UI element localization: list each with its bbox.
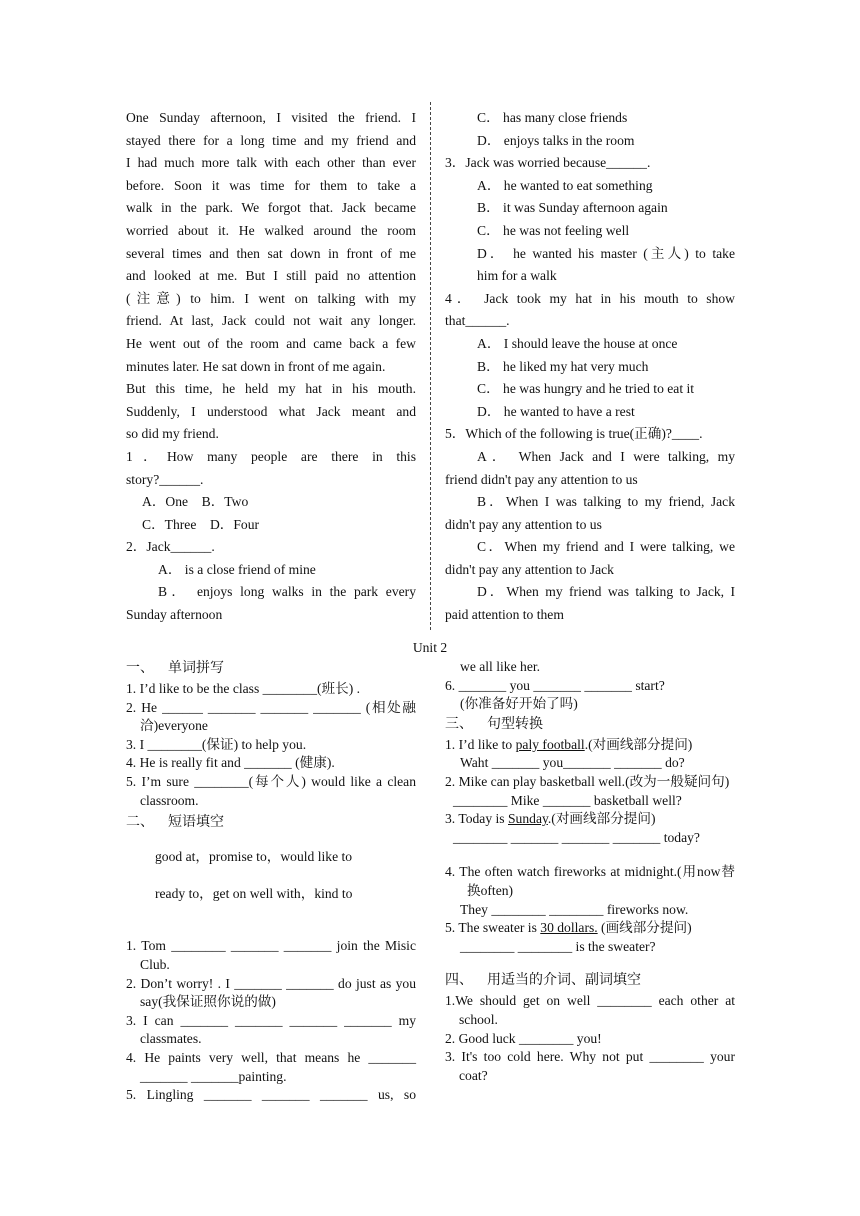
item-text: .(对画线部分提问): [584, 736, 693, 752]
passage-line: so did my friend.: [126, 426, 219, 442]
sec1-item: 1. I’d like to be the class ________(班长) .: [126, 681, 361, 696]
passage-line: (注意) to him. I went on talking with my: [126, 290, 416, 306]
sec2-item: 3. I can _______ _______ _______ _______ my classmates.: [126, 1012, 416, 1047]
passage-line: Suddenly, I understood what Jack meant and: [126, 403, 416, 419]
option-d-cont: him for a walk: [477, 268, 557, 284]
option-b-cont: didn't pay any attention to us: [445, 516, 602, 532]
sec3-item-4: 4. The often watch fireworks at midnight.(用now替换often): [445, 864, 735, 898]
option-d: D． enjoys talks in the room: [477, 132, 635, 148]
option-a: A． When Jack and I were talking, my: [477, 448, 735, 464]
option-a-cont: friend didn't pay any attention to us: [445, 471, 638, 487]
passage-line: stayed there for a long time and my friend and: [126, 132, 416, 148]
question-1: [126, 446, 416, 536]
passage-line: before. Soon it was time for them to take a: [126, 177, 416, 193]
question-2: [126, 536, 416, 626]
answer-line: ________ ________ is the sweater?: [460, 938, 656, 954]
option-b-cont: Sunday afternoon: [126, 607, 223, 623]
question-stem-cont: that______.: [445, 313, 510, 329]
section-number: 二、: [126, 815, 154, 831]
option-a: A． I should leave the house at once: [477, 335, 678, 351]
passage-line: and looked at me. But I still paid no attention: [126, 268, 416, 284]
passage-line: several times and then sat down in front of me: [126, 245, 416, 261]
question-stem: 1．How many people are there in this: [126, 448, 416, 464]
item-text: (画线部分提问): [597, 920, 692, 936]
option-c: C． has many close friends: [477, 110, 628, 125]
item-text: .(对画线部分提问): [547, 811, 656, 827]
question-stem: 2．Jack______.: [126, 539, 215, 555]
underlined-text: paly football: [515, 736, 585, 752]
section-title: 句型转换: [487, 716, 543, 732]
option-c: C． he was hungry and he tried to eat it: [477, 381, 695, 397]
passage-line: friend. At last, Jack could not wait any longer.: [126, 313, 416, 329]
option-c-cont: didn't pay any attention to Jack: [445, 561, 614, 577]
sec2-item-6-hint: (你准备好开始了吗): [460, 696, 578, 712]
word-box: [126, 848, 416, 903]
option-d: D．When my friend was talking to Jack, I: [477, 584, 735, 600]
section-number: 一、: [126, 661, 154, 676]
option-c: C．When my friend and I were talking, we: [477, 539, 735, 555]
questions-column: [445, 107, 735, 627]
sec1-item: 4. He is really fit and _______ (健康).: [126, 755, 335, 771]
sec2-item-cont: we all like her.: [460, 659, 541, 674]
passage-line: But this time, he held my hat in his mouth.: [126, 381, 416, 397]
option-b: B．When I was talking to my friend, Jack: [477, 494, 735, 510]
sec2-item: 5. Lingling _______ _______ _______ us, so: [126, 1087, 416, 1103]
item-text: 1. I’d like to: [445, 736, 516, 752]
unit2-right-column: [445, 658, 735, 1085]
sec2-item: 2. Don’t worry! . I _______ _______ do just as you say(我保证照你说的做): [126, 975, 416, 1010]
section-number: 四、: [445, 973, 473, 989]
passage-line: He went out of the room and came back a few: [126, 335, 416, 351]
reading-passage: [126, 107, 416, 446]
sec4-item: 2. Good luck ________ you!: [445, 1030, 602, 1046]
section-2-heading: [126, 812, 416, 834]
sec1-item: 5. I’m sure ________(每个人) would like a clean classroom.: [126, 773, 416, 808]
sec1-item: 3. I ________(保证) to help you.: [126, 736, 307, 752]
question-stem: 5．Which of the following is true(正确)?____.: [445, 426, 703, 442]
passage-line: worried about it. He walked around the room: [126, 222, 416, 238]
passage-column: [126, 107, 416, 627]
sec4-item: 1.We should get on well ________ each other at school.: [445, 993, 735, 1027]
option-b: B． it was Sunday afternoon again: [477, 200, 668, 216]
answer-line: ________ Mike _______ basketball well?: [453, 792, 682, 808]
passage-line: walk in the park. We forgot that. Jack became: [126, 200, 416, 216]
passage-line: I had much more talk with each other than ever: [126, 155, 416, 171]
sec3-item-5: [445, 919, 735, 938]
option-a: A． is a close friend of mine: [158, 561, 316, 577]
question-stem: 4． Jack took my hat in his mouth to show: [445, 290, 735, 306]
passage-line: minutes later. He sat down in front of me again.: [126, 358, 386, 374]
section-number: 三、: [445, 716, 473, 732]
section-title: 单词拼写: [168, 661, 224, 676]
option-line: A．One B．Two: [142, 494, 249, 510]
section-1-heading: [126, 658, 416, 680]
option-b: B． he liked my hat very much: [477, 358, 649, 374]
sec3-item-3: [445, 810, 735, 829]
sec2-item: 4. He paints very well, that means he _______ _______ _______painting.: [126, 1049, 416, 1084]
answer-line: They ________ ________ fireworks now.: [460, 901, 689, 917]
word-box-line: ready to，get on well with，kind to: [155, 885, 353, 901]
answer-line: ________ _______ _______ _______ today?: [453, 829, 700, 845]
section-title: 用适当的介词、副词填空: [487, 973, 641, 989]
question-4: [445, 288, 735, 424]
section-title: 短语填空: [168, 815, 224, 831]
option-d-cont: paid attention to them: [445, 607, 564, 623]
underlined-text: 30 dollars.: [540, 920, 598, 936]
question-stem: story?______.: [126, 471, 204, 487]
question-stem: 3．Jack was worried because______.: [445, 155, 651, 171]
question-5: [445, 423, 735, 626]
sec2-items: [126, 937, 416, 1104]
answer-line: Waht _______ you_______ _______ do?: [460, 755, 685, 771]
sec2-item-6: 6. _______ you _______ _______ start?: [445, 677, 665, 693]
option-a: A． he wanted to eat something: [477, 177, 653, 193]
unit2-left-column: [126, 658, 416, 1105]
unit-title: Unit 2: [412, 640, 448, 655]
sec1-item: 2. He ______ _______ _______ _______ (相处融洽)everyone: [126, 699, 416, 734]
option-c: C． he was not feeling well: [477, 222, 630, 238]
section-4-heading: [445, 970, 735, 992]
item-text: 3. Today is: [445, 811, 508, 827]
column-divider: [430, 102, 431, 630]
option-d: D． he wanted to have a rest: [477, 403, 635, 419]
sec2-item: 1. Tom ________ _______ _______ join the Misic Club.: [126, 938, 416, 972]
word-box-line: good at，promise to，would like to: [155, 849, 353, 865]
passage-line: One Sunday afternoon, I visited the friend. I: [126, 110, 416, 125]
section-3-heading: [445, 714, 735, 736]
item-text: 5. The sweater is: [445, 920, 541, 936]
sec3-item-2: 2. Mike can play basketball well.(改为一般疑问句): [445, 773, 730, 789]
option-line: C．Three D．Four: [142, 516, 260, 532]
underlined-text: Sunday: [508, 811, 548, 827]
sec3-item-1: [445, 736, 735, 755]
option-d: D． he wanted his master (主人) to take: [477, 245, 735, 261]
question-3: [445, 152, 735, 288]
sec4-item: 3. It's too cold here. Why not put ________ your coat?: [445, 1049, 735, 1083]
option-b: B． enjoys long walks in the park every: [158, 584, 416, 600]
